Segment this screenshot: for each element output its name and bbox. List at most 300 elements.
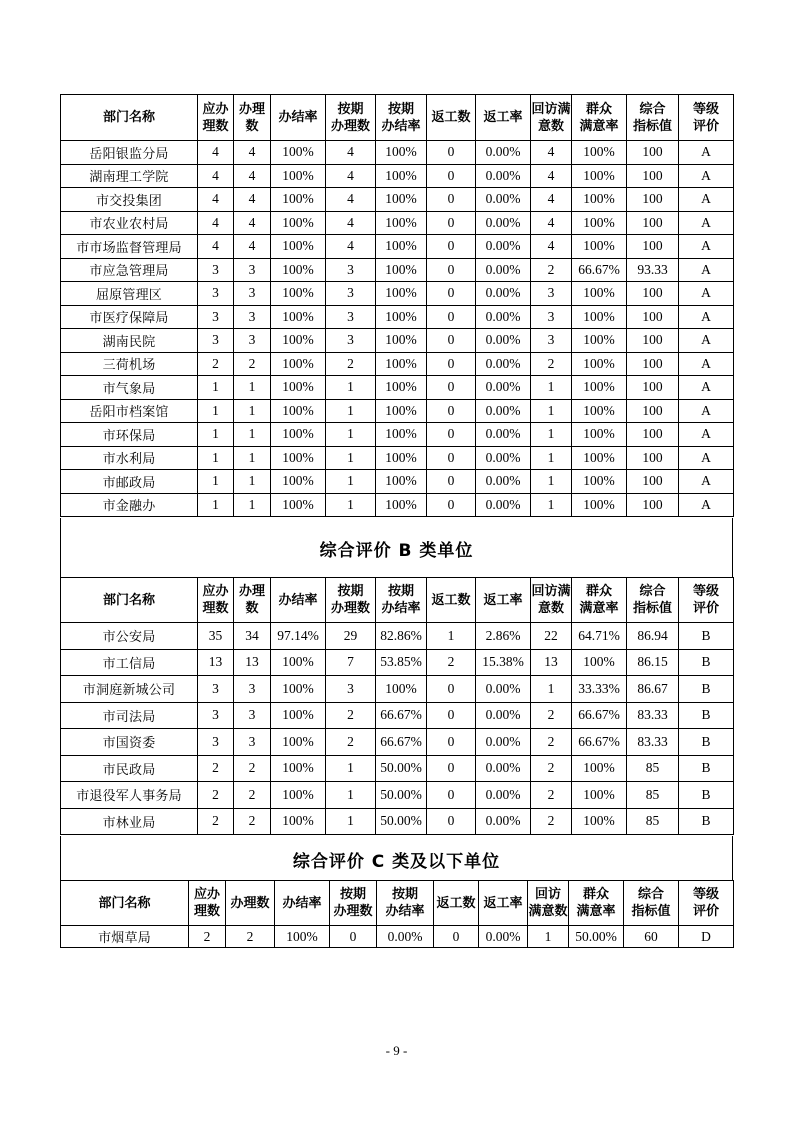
cell-rework-count: 0 [427, 808, 476, 835]
cell-grade: A [679, 282, 734, 306]
cell-on-time-rate: 100% [376, 141, 427, 165]
cell-should-handle: 1 [198, 376, 234, 400]
cell-dept-name: 市民政局 [61, 755, 198, 782]
cell-on-time-rate: 100% [376, 352, 427, 376]
cell-satisfied-count: 1 [531, 493, 572, 517]
cell-on-time-rate: 100% [376, 211, 427, 235]
cell-satisfaction-rate: 100% [572, 352, 627, 376]
cell-rework-count: 0 [427, 258, 476, 282]
cell-dept-name: 市司法局 [61, 702, 198, 729]
cell-dept-name: 市林业局 [61, 808, 198, 835]
cell-satisfied-count: 1 [531, 423, 572, 447]
cell-dept-name: 三荷机场 [61, 352, 198, 376]
table-row [61, 258, 734, 282]
cell-on-time-handled: 2 [326, 729, 376, 756]
cell-on-time-handled: 3 [326, 258, 376, 282]
cell-grade: A [679, 376, 734, 400]
cell-on-time-rate: 53.85% [376, 649, 427, 676]
cell-should-handle: 2 [198, 782, 234, 809]
cell-should-handle: 3 [198, 258, 234, 282]
cell-satisfaction-rate: 64.71% [572, 623, 627, 650]
cell-handled: 1 [234, 376, 271, 400]
header-handled: 办理数 [226, 881, 275, 926]
cell-on-time-handled: 1 [326, 376, 376, 400]
cell-handled: 1 [234, 423, 271, 447]
header-completion-rate: 办结率 [271, 578, 326, 623]
cell-satisfied-count: 2 [531, 782, 572, 809]
header-satisfied-count: 回访满 意数 [531, 578, 572, 623]
cell-rework-count: 0 [427, 702, 476, 729]
cell-rework-count: 0 [427, 305, 476, 329]
cell-satisfied-count: 13 [531, 649, 572, 676]
cell-dept-name: 市工信局 [61, 649, 198, 676]
cell-rework-rate: 0.00% [476, 305, 531, 329]
cell-satisfied-count: 1 [528, 926, 569, 948]
header-dept-name: 部门名称 [61, 95, 198, 141]
cell-on-time-handled: 3 [326, 305, 376, 329]
cell-on-time-handled: 1 [326, 493, 376, 517]
cell-dept-name: 市烟草局 [61, 926, 189, 948]
cell-on-time-rate: 100% [376, 235, 427, 259]
header-completion-rate: 办结率 [271, 95, 326, 141]
cell-satisfaction-rate: 100% [572, 808, 627, 835]
cell-rework-count: 0 [427, 755, 476, 782]
cell-should-handle: 35 [198, 623, 234, 650]
cell-on-time-handled: 3 [326, 282, 376, 306]
cell-rework-rate: 0.00% [476, 755, 531, 782]
table-row [61, 808, 734, 835]
cell-satisfaction-rate: 50.00% [569, 926, 624, 948]
cell-composite-index: 83.33 [627, 729, 679, 756]
cell-satisfied-count: 4 [531, 235, 572, 259]
cell-on-time-handled: 1 [326, 399, 376, 423]
cell-on-time-handled: 4 [326, 141, 376, 165]
cell-satisfied-count: 3 [531, 282, 572, 306]
cell-completion-rate: 100% [271, 676, 326, 703]
cell-rework-count: 1 [427, 623, 476, 650]
header-on-time-rate: 按期 办结率 [376, 578, 427, 623]
cell-composite-index: 100 [627, 235, 679, 259]
cell-on-time-rate: 100% [376, 329, 427, 353]
table-grade-c [60, 880, 734, 948]
cell-satisfaction-rate: 66.67% [572, 702, 627, 729]
cell-should-handle: 3 [198, 305, 234, 329]
cell-composite-index: 86.67 [627, 676, 679, 703]
cell-satisfied-count: 2 [531, 755, 572, 782]
table-row [61, 755, 734, 782]
cell-grade: A [679, 235, 734, 259]
cell-completion-rate: 100% [271, 399, 326, 423]
cell-dept-name: 市国资委 [61, 729, 198, 756]
cell-dept-name: 市金融办 [61, 493, 198, 517]
cell-rework-rate: 0.00% [479, 926, 528, 948]
cell-satisfied-count: 2 [531, 729, 572, 756]
cell-handled: 3 [234, 729, 271, 756]
cell-handled: 1 [234, 446, 271, 470]
table-row [61, 493, 734, 517]
cell-rework-rate: 0.00% [476, 493, 531, 517]
cell-satisfaction-rate: 100% [572, 211, 627, 235]
table-header-row [61, 578, 734, 623]
cell-satisfaction-rate: 66.67% [572, 258, 627, 282]
cell-on-time-rate: 100% [376, 676, 427, 703]
table-row [61, 188, 734, 212]
cell-should-handle: 3 [198, 329, 234, 353]
cell-completion-rate: 100% [271, 649, 326, 676]
cell-rework-rate: 0.00% [476, 702, 531, 729]
cell-dept-name: 湖南理工学院 [61, 164, 198, 188]
cell-completion-rate: 100% [271, 188, 326, 212]
cell-handled: 2 [234, 352, 271, 376]
header-should-handle: 应办 理数 [198, 95, 234, 141]
cell-satisfied-count: 2 [531, 258, 572, 282]
cell-handled: 2 [234, 782, 271, 809]
cell-should-handle: 3 [198, 282, 234, 306]
cell-rework-count: 0 [427, 211, 476, 235]
header-dept-name: 部门名称 [61, 881, 189, 926]
cell-handled: 4 [234, 164, 271, 188]
cell-handled: 4 [234, 211, 271, 235]
table-row [61, 211, 734, 235]
cell-rework-count: 0 [427, 188, 476, 212]
table-row [61, 141, 734, 165]
cell-satisfaction-rate: 100% [572, 188, 627, 212]
cell-completion-rate: 100% [271, 493, 326, 517]
table-row [61, 352, 734, 376]
cell-composite-index: 100 [627, 399, 679, 423]
header-grade: 等级 评价 [679, 881, 734, 926]
cell-on-time-handled: 7 [326, 649, 376, 676]
cell-on-time-rate: 100% [376, 423, 427, 447]
cell-composite-index: 100 [627, 446, 679, 470]
cell-rework-count: 0 [427, 329, 476, 353]
page-number: - 9 - [385, 1043, 408, 1058]
cell-grade: B [679, 702, 734, 729]
cell-satisfaction-rate: 33.33% [572, 676, 627, 703]
table-row [61, 399, 734, 423]
cell-satisfied-count: 1 [531, 376, 572, 400]
cell-on-time-rate: 100% [376, 399, 427, 423]
cell-dept-name: 岳阳市档案馆 [61, 399, 198, 423]
cell-dept-name: 市邮政局 [61, 470, 198, 494]
cell-satisfaction-rate: 100% [572, 141, 627, 165]
cell-composite-index: 100 [627, 470, 679, 494]
table-grade-b [60, 577, 734, 835]
table-header-row [61, 881, 734, 926]
cell-handled: 3 [234, 676, 271, 703]
cell-should-handle: 4 [198, 141, 234, 165]
cell-grade: B [679, 676, 734, 703]
cell-dept-name: 湖南民院 [61, 329, 198, 353]
cell-composite-index: 100 [627, 164, 679, 188]
cell-dept-name: 市水利局 [61, 446, 198, 470]
cell-dept-name: 市市场监督管理局 [61, 235, 198, 259]
cell-composite-index: 100 [627, 211, 679, 235]
cell-satisfaction-rate: 100% [572, 649, 627, 676]
header-composite-index: 综合 指标值 [624, 881, 679, 926]
cell-handled: 34 [234, 623, 271, 650]
cell-handled: 1 [234, 493, 271, 517]
cell-on-time-handled: 4 [326, 211, 376, 235]
cell-grade: A [679, 352, 734, 376]
cell-on-time-rate: 50.00% [376, 782, 427, 809]
cell-rework-count: 0 [427, 141, 476, 165]
cell-grade: A [679, 141, 734, 165]
table-row [61, 702, 734, 729]
cell-rework-count: 0 [427, 164, 476, 188]
cell-satisfaction-rate: 100% [572, 329, 627, 353]
cell-handled: 3 [234, 702, 271, 729]
cell-on-time-handled: 2 [326, 352, 376, 376]
cell-dept-name: 市公安局 [61, 623, 198, 650]
cell-completion-rate: 100% [271, 235, 326, 259]
cell-rework-rate: 0.00% [476, 676, 531, 703]
cell-dept-name: 屈原管理区 [61, 282, 198, 306]
header-on-time-rate: 按期 办结率 [376, 95, 427, 141]
cell-satisfied-count: 4 [531, 164, 572, 188]
cell-handled: 1 [234, 470, 271, 494]
cell-should-handle: 2 [198, 352, 234, 376]
cell-composite-index: 86.15 [627, 649, 679, 676]
cell-composite-index: 83.33 [627, 702, 679, 729]
cell-on-time-rate: 50.00% [376, 808, 427, 835]
cell-satisfaction-rate: 100% [572, 755, 627, 782]
cell-handled: 3 [234, 329, 271, 353]
table-row [61, 649, 734, 676]
cell-should-handle: 1 [198, 470, 234, 494]
cell-composite-index: 85 [627, 782, 679, 809]
table-row [61, 926, 734, 948]
cell-satisfaction-rate: 100% [572, 423, 627, 447]
cell-composite-index: 100 [627, 329, 679, 353]
cell-completion-rate: 100% [271, 352, 326, 376]
cell-on-time-handled: 3 [326, 676, 376, 703]
cell-rework-rate: 0.00% [476, 782, 531, 809]
cell-on-time-rate: 100% [376, 188, 427, 212]
cell-rework-count: 0 [427, 782, 476, 809]
cell-should-handle: 4 [198, 235, 234, 259]
header-should-handle: 应办 理数 [198, 578, 234, 623]
cell-rework-rate: 0.00% [476, 446, 531, 470]
cell-should-handle: 4 [198, 164, 234, 188]
header-grade: 等级 评价 [679, 95, 734, 141]
cell-completion-rate: 100% [271, 329, 326, 353]
cell-grade: B [679, 755, 734, 782]
cell-satisfied-count: 1 [531, 676, 572, 703]
header-dept-name: 部门名称 [61, 578, 198, 623]
table-row [61, 376, 734, 400]
cell-rework-count: 0 [427, 470, 476, 494]
cell-grade: A [679, 423, 734, 447]
cell-grade: A [679, 188, 734, 212]
cell-on-time-handled: 1 [326, 808, 376, 835]
cell-grade: A [679, 211, 734, 235]
cell-composite-index: 93.33 [627, 258, 679, 282]
cell-rework-count: 0 [427, 282, 476, 306]
cell-satisfied-count: 3 [531, 305, 572, 329]
cell-rework-rate: 0.00% [476, 282, 531, 306]
cell-satisfaction-rate: 100% [572, 470, 627, 494]
cell-on-time-rate: 82.86% [376, 623, 427, 650]
cell-dept-name: 市退役军人事务局 [61, 782, 198, 809]
cell-completion-rate: 100% [271, 446, 326, 470]
cell-composite-index: 100 [627, 376, 679, 400]
cell-on-time-rate: 100% [376, 282, 427, 306]
cell-dept-name: 市洞庭新城公司 [61, 676, 198, 703]
table-grade-a [60, 94, 734, 517]
header-completion-rate: 办结率 [275, 881, 330, 926]
cell-composite-index: 100 [627, 493, 679, 517]
header-rework-rate: 返工率 [479, 881, 528, 926]
cell-should-handle: 3 [198, 676, 234, 703]
cell-on-time-handled: 1 [326, 446, 376, 470]
header-on-time-rate: 按期 办结率 [377, 881, 434, 926]
cell-on-time-handled: 2 [326, 702, 376, 729]
cell-handled: 4 [234, 188, 271, 212]
cell-completion-rate: 100% [271, 729, 326, 756]
cell-satisfaction-rate: 66.67% [572, 729, 627, 756]
cell-completion-rate: 100% [275, 926, 330, 948]
header-satisfaction-rate: 群众 满意率 [572, 578, 627, 623]
header-handled: 办理 数 [234, 95, 271, 141]
cell-on-time-rate: 66.67% [376, 702, 427, 729]
cell-grade: B [679, 782, 734, 809]
cell-rework-rate: 0.00% [476, 470, 531, 494]
header-composite-index: 综合 指标值 [627, 578, 679, 623]
cell-handled: 3 [234, 258, 271, 282]
cell-on-time-rate: 100% [376, 470, 427, 494]
cell-completion-rate: 100% [271, 141, 326, 165]
cell-dept-name: 市应急管理局 [61, 258, 198, 282]
cell-satisfaction-rate: 100% [572, 493, 627, 517]
table-header-row [61, 95, 734, 141]
cell-rework-count: 0 [434, 926, 479, 948]
cell-completion-rate: 100% [271, 808, 326, 835]
cell-rework-count: 0 [427, 423, 476, 447]
cell-rework-rate: 0.00% [476, 258, 531, 282]
cell-composite-index: 100 [627, 352, 679, 376]
cell-on-time-rate: 100% [376, 305, 427, 329]
cell-satisfaction-rate: 100% [572, 164, 627, 188]
table-row [61, 782, 734, 809]
cell-on-time-handled: 1 [326, 470, 376, 494]
table-row [61, 623, 734, 650]
cell-satisfied-count: 2 [531, 702, 572, 729]
table-row [61, 282, 734, 306]
cell-on-time-handled: 0 [330, 926, 377, 948]
cell-rework-rate: 0.00% [476, 808, 531, 835]
cell-grade: A [679, 329, 734, 353]
header-satisfied-count: 回访满 意数 [531, 95, 572, 141]
cell-handled: 4 [234, 235, 271, 259]
cell-should-handle: 4 [198, 211, 234, 235]
header-rework-count: 返工数 [427, 95, 476, 141]
cell-grade: B [679, 808, 734, 835]
cell-dept-name: 市气象局 [61, 376, 198, 400]
section-b-title: 综合评价 B 类单位 [319, 541, 474, 561]
cell-should-handle: 2 [189, 926, 226, 948]
cell-rework-rate: 0.00% [476, 235, 531, 259]
cell-grade: A [679, 164, 734, 188]
cell-satisfied-count: 3 [531, 329, 572, 353]
cell-on-time-rate: 50.00% [376, 755, 427, 782]
cell-satisfied-count: 2 [531, 808, 572, 835]
section-c-title: 综合评价 C 类及以下单位 [292, 852, 501, 872]
table-row [61, 305, 734, 329]
cell-completion-rate: 100% [271, 211, 326, 235]
cell-should-handle: 1 [198, 423, 234, 447]
cell-composite-index: 85 [627, 808, 679, 835]
cell-satisfaction-rate: 100% [572, 446, 627, 470]
cell-should-handle: 2 [198, 808, 234, 835]
cell-rework-count: 0 [427, 676, 476, 703]
cell-should-handle: 1 [198, 446, 234, 470]
cell-grade: B [679, 623, 734, 650]
cell-completion-rate: 100% [271, 282, 326, 306]
cell-satisfaction-rate: 100% [572, 376, 627, 400]
cell-grade: A [679, 446, 734, 470]
header-rework-rate: 返工率 [476, 578, 531, 623]
cell-grade: A [679, 258, 734, 282]
cell-rework-rate: 0.00% [476, 329, 531, 353]
cell-rework-rate: 0.00% [476, 352, 531, 376]
cell-satisfaction-rate: 100% [572, 399, 627, 423]
header-rework-count: 返工数 [427, 578, 476, 623]
cell-rework-count: 0 [427, 235, 476, 259]
header-rework-rate: 返工率 [476, 95, 531, 141]
cell-rework-rate: 2.86% [476, 623, 531, 650]
cell-rework-rate: 0.00% [476, 141, 531, 165]
header-rework-count: 返工数 [434, 881, 479, 926]
cell-should-handle: 2 [198, 755, 234, 782]
header-satisfied-count: 回访 满意数 [528, 881, 569, 926]
cell-completion-rate: 100% [271, 470, 326, 494]
cell-on-time-handled: 4 [326, 235, 376, 259]
cell-satisfaction-rate: 100% [572, 282, 627, 306]
header-should-handle: 应办 理数 [189, 881, 226, 926]
header-satisfaction-rate: 群众 满意率 [572, 95, 627, 141]
cell-composite-index: 100 [627, 423, 679, 447]
cell-rework-count: 0 [427, 493, 476, 517]
cell-should-handle: 4 [198, 188, 234, 212]
cell-should-handle: 1 [198, 399, 234, 423]
cell-rework-rate: 0.00% [476, 423, 531, 447]
cell-dept-name: 市农业农村局 [61, 211, 198, 235]
cell-should-handle: 13 [198, 649, 234, 676]
cell-completion-rate: 100% [271, 782, 326, 809]
cell-on-time-handled: 4 [326, 164, 376, 188]
cell-satisfied-count: 1 [531, 470, 572, 494]
cell-rework-count: 2 [427, 649, 476, 676]
header-on-time-handled: 按期 办理数 [330, 881, 377, 926]
cell-dept-name: 市医疗保障局 [61, 305, 198, 329]
cell-completion-rate: 100% [271, 376, 326, 400]
cell-satisfied-count: 4 [531, 141, 572, 165]
cell-composite-index: 60 [624, 926, 679, 948]
cell-handled: 4 [234, 141, 271, 165]
cell-completion-rate: 100% [271, 702, 326, 729]
cell-composite-index: 100 [627, 188, 679, 212]
cell-grade: B [679, 649, 734, 676]
cell-should-handle: 3 [198, 729, 234, 756]
cell-satisfied-count: 4 [531, 188, 572, 212]
cell-on-time-handled: 3 [326, 329, 376, 353]
table-row [61, 470, 734, 494]
cell-on-time-handled: 4 [326, 188, 376, 212]
cell-handled: 2 [234, 755, 271, 782]
cell-on-time-rate: 100% [376, 446, 427, 470]
cell-handled: 2 [234, 808, 271, 835]
